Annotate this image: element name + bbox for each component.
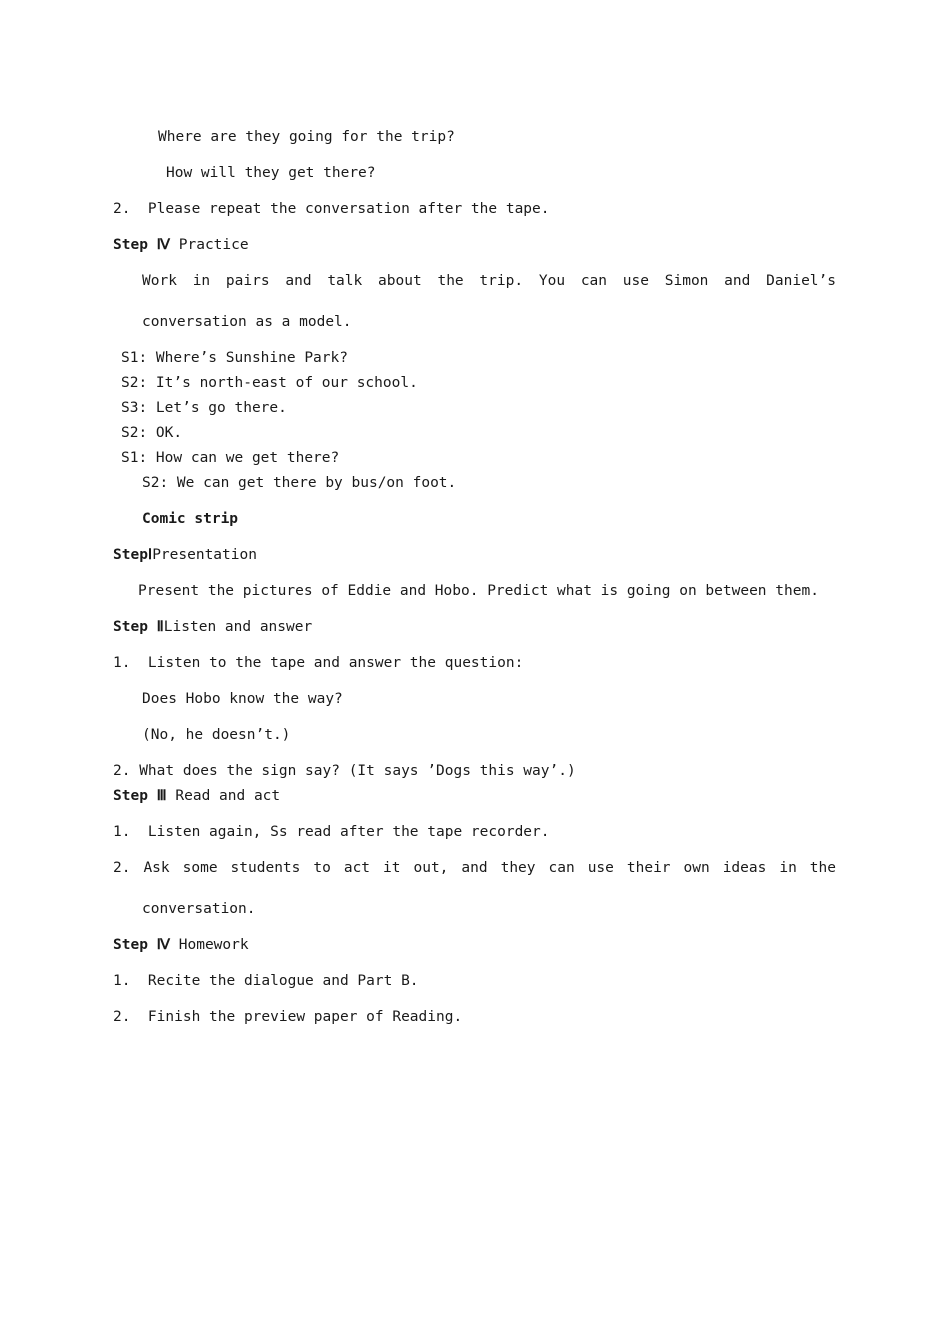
question-how: How will they get there? [166, 165, 376, 181]
question-hobo: Does Hobo know the way? [142, 691, 343, 707]
step-presentation-heading [113, 545, 257, 565]
step-title: Presentation [152, 547, 257, 563]
homework-item: 2. Finish the preview paper of Reading. [113, 1009, 463, 1025]
practice-text-line-2: conversation as a model. [142, 314, 352, 330]
step-label: Step Ⅳ [113, 237, 171, 253]
question-where: Where are they going for the trip? [158, 129, 455, 145]
practice-text-line-1: Work in pairs and talk about the trip. You can use Simon and Daniel’s [142, 273, 836, 289]
act-instruction-line-1: 2. Ask some students to act it out, and they can use their own ideas in the [113, 860, 836, 876]
dialogue-line: S3: Let’s go there. [121, 400, 287, 416]
homework-item: 1. Recite the dialogue and Part B. [113, 973, 419, 989]
act-instruction-line-2: conversation. [142, 901, 256, 917]
dialogue-line: S2: We can get there by bus/on foot. [142, 475, 457, 491]
step-practice-heading [113, 235, 249, 255]
step-label: Step Ⅳ [113, 937, 171, 953]
question-sign: 2. What does the sign say? (It says ’Dogs this way’.) [113, 763, 576, 779]
listen-instruction: 1. Listen to the tape and answer the question: [113, 655, 524, 671]
section-heading-comic-strip: Comic strip [142, 511, 239, 527]
step-label: StepⅠ [113, 547, 153, 563]
step-homework-heading [113, 935, 249, 955]
repeat-instruction: 2. Please repeat the conversation after the tape. [113, 201, 550, 217]
step-title: Practice [170, 237, 249, 253]
step-label: Step Ⅱ [113, 619, 164, 635]
step-label: Step Ⅲ [113, 788, 167, 804]
step-title: Read and act [166, 788, 281, 804]
presentation-text: Present the pictures of Eddie and Hobo. Predict what is going on between them. [138, 583, 819, 599]
dialogue-line: S2: It’s north-east of our school. [121, 375, 418, 391]
answer-hobo: (No, he doesn’t.) [142, 727, 291, 743]
dialogue-line: S1: Where’s Sunshine Park? [121, 350, 348, 366]
step-title: Homework [170, 937, 249, 953]
dialogue-line: S2: OK. [121, 425, 183, 441]
step-read-act-heading [113, 786, 280, 806]
step-listen-heading [113, 617, 312, 637]
listen-again-instruction: 1. Listen again, Ss read after the tape recorder. [113, 824, 550, 840]
step-title: Listen and answer [163, 619, 313, 635]
dialogue-line: S1: How can we get there? [121, 450, 340, 466]
